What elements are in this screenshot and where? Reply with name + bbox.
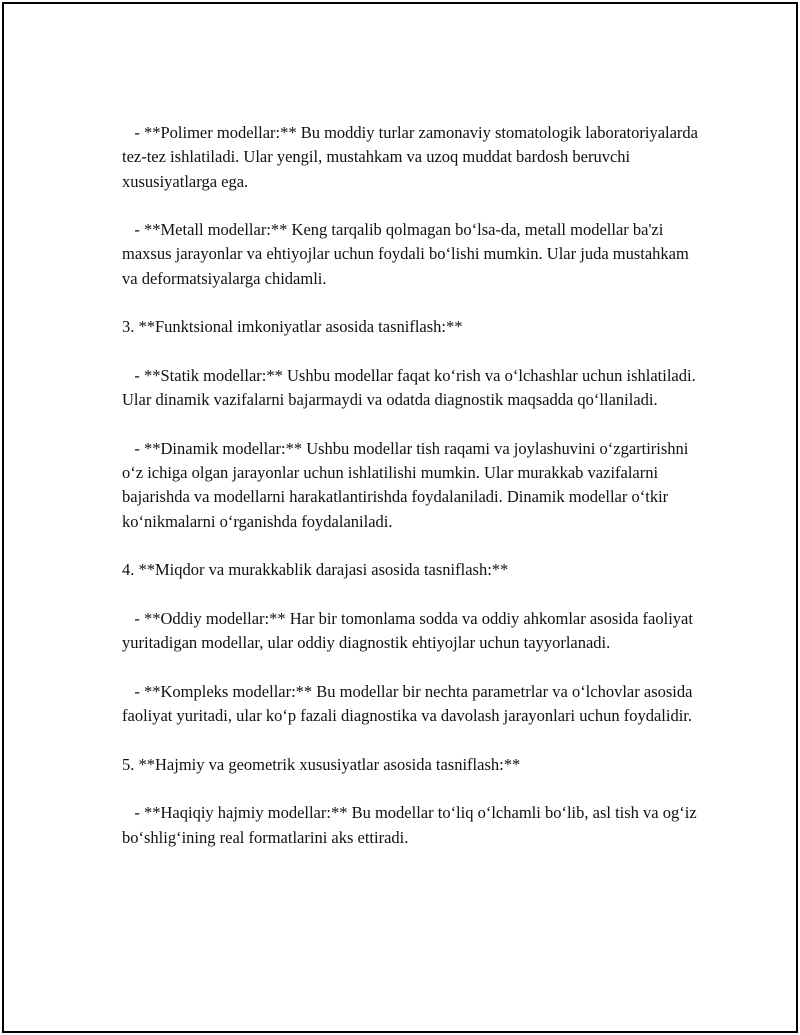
paragraph-metall-modellar: - **Metall modellar:** Keng tarqalib qolmagan boʻlsa-da, metall modellar ba'zi maxsus jarayonlar va ehtiyojlar uchun foydali boʻlishi mumkin. Ular juda mustahkam va deformatsiyalarga chidamli.	[122, 220, 693, 288]
document-body	[122, 121, 702, 850]
paragraph-polimer-modellar: - **Polimer modellar:** Bu moddiy turlar zamonaviy stomatologik laboratoriyalarda tez-tez ishlatiladi. Ular yengil, mustahkam va uzoq muddat bardosh beruvchi xususiyatlarga ega.	[122, 123, 703, 191]
heading-funktsional-tasniflash: 3. **Funktsional imkoniyatlar asosida tasniflash:**	[122, 317, 463, 337]
paragraph-kompleks-modellar: - **Kompleks modellar:** Bu modellar bir nechta parametrlar va oʻlchovlar asosida faoliyat yuritadi, ular koʻp fazali diagnostika va davolash jarayonlari uchun foydalidir.	[122, 681, 697, 726]
paragraph-oddiy-modellar: - **Oddiy modellar:** Har bir tomonlama sodda va oddiy ahkomlar asosida faoliyat yuritadigan modellar, ular oddiy diagnostik ehtiyojlar uchun tayyorlanadi.	[122, 608, 698, 653]
paragraph-statik-modellar: - **Statik modellar:** Ushbu modellar faqat koʻrish va oʻlchashlar uchun ishlatiladi. Ular dinamik vazifalarni bajarmaydi va odatda diagnostik maqsadda qoʻllaniladi.	[122, 365, 700, 410]
paragraph-haqiqiy-hajmiy-modellar: - **Haqiqiy hajmiy modellar:** Bu modellar toʻliq oʻlchamli boʻlib, asl tish va ogʻiz boʻshligʻining real formatlarini aks ettiradi.	[122, 803, 701, 847]
heading-hajmiy-tasniflash: 5. **Hajmiy va geometrik xususiyatlar asosida tasniflash:**	[122, 754, 521, 774]
page-frame	[2, 2, 798, 1033]
heading-miqdor-tasniflash: 4. **Miqdor va murakkablik darajasi asosida tasniflash:**	[122, 560, 509, 580]
paragraph-dinamik-modellar: - **Dinamik modellar:** Ushbu modellar tish raqami va joylashuvini oʻzgartirishni oʻz ichiga olgan jarayonlar uchun ishlatilishi mumkin. Ular murakkab vazifalarni bajarishda va modellarni harakatlantirishda foydalaniladi. Dinamik modellar oʻtkir koʻnikmalarni oʻrganishda foydalaniladi.	[122, 438, 693, 531]
